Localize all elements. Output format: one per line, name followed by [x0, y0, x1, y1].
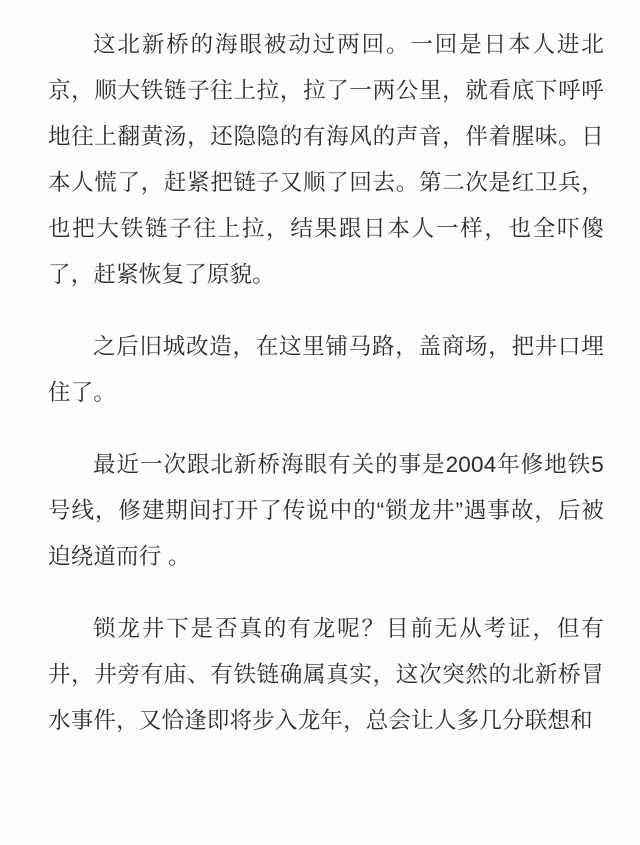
- article-body: [48, 22, 604, 744]
- paragraph: 之后旧城改造，在这里铺马路，盖商场，把井口埋住了。: [48, 334, 604, 405]
- paragraph: 这北新桥的海眼被动过两回。一回是日本人进北京，顺大铁链子往上拉，拉了一两公里，就看底下呼呼地往上翻黄汤，还隐隐的有海风的声音，伴着腥味。日本人慌了，赶紧把链子又顺了回去。第二次是红卫兵，也把大铁链子往上拉，结果跟日本人一样，也全吓傻了，赶紧恢复了原貌。: [48, 32, 604, 287]
- paragraph: 最近一次跟北新桥海眼有关的事是2004年修地铁5号线，修建期间打开了传说中的“锁龙井”遇事故，后被迫绕道而行 。: [48, 452, 604, 569]
- paragraph: 锁龙井下是否真的有龙呢？目前无从考证，但有井，井旁有庙、有铁链确属真实，这次突然的北新桥冒水事件，又恰逢即将步入龙年，总会让人多几分联想和: [48, 616, 604, 733]
